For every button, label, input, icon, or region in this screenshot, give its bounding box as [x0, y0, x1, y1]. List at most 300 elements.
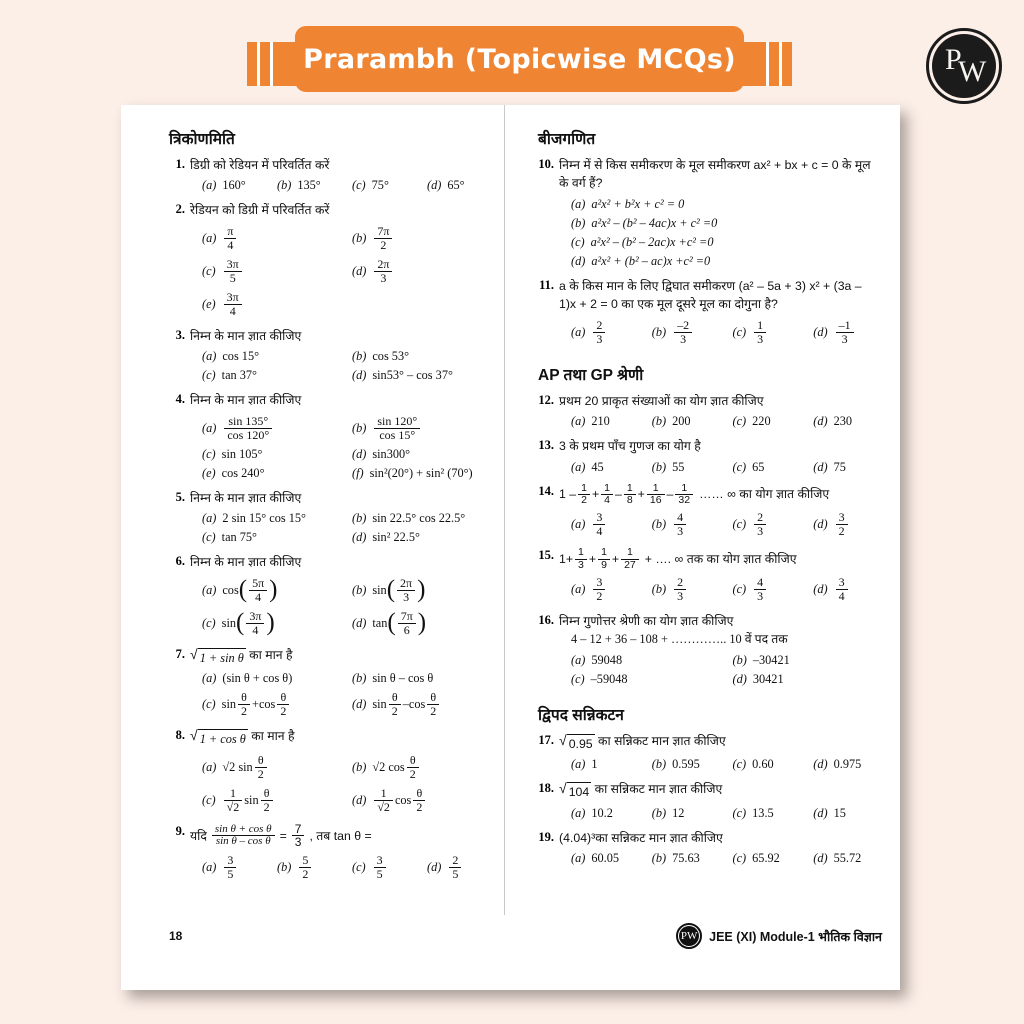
fraction-denominator: 5	[374, 867, 386, 881]
section-heading-binomial: द्विपद सन्निकटन	[538, 706, 624, 724]
question-text: a के किस मान के लिए द्विघात समीकरण (a² – 5a + 3) x² + (3a – 1)x + 2 = 0 का एक मूल दूसरे मूल का दोगुना है?	[559, 278, 862, 312]
option[interactable]	[721, 573, 802, 606]
fraction-numerator: θ	[257, 752, 264, 767]
option[interactable]	[415, 176, 490, 195]
trig-function: cos	[222, 582, 239, 597]
option[interactable]	[559, 804, 640, 823]
fraction-numerator: 1	[380, 785, 387, 800]
question-text	[559, 780, 882, 801]
option-label: (b)	[352, 230, 367, 245]
question-item	[169, 327, 490, 385]
option-label: (c)	[732, 757, 747, 772]
fraction-denominator: 2	[836, 524, 848, 538]
option[interactable]	[190, 509, 340, 528]
fraction-numerator: 3π	[249, 608, 262, 623]
fraction-numerator: 3π	[226, 289, 239, 304]
fraction-denominator: 3	[674, 524, 686, 538]
option-label: (a)	[202, 178, 217, 193]
question-item	[169, 156, 490, 195]
option-label: (c)	[732, 324, 747, 339]
option-label: (b)	[277, 860, 292, 875]
radicand: 104	[567, 782, 592, 801]
option[interactable]	[415, 851, 490, 884]
sqrt-expression	[559, 733, 595, 753]
option-group	[190, 222, 490, 321]
paren-close: )	[417, 609, 427, 637]
option-value: 0.595	[672, 757, 700, 772]
option-label: (a)	[202, 860, 217, 875]
fraction-denominator: 2	[593, 589, 605, 603]
page-footer	[121, 915, 900, 990]
fraction-numerator: 1	[627, 546, 633, 559]
option-label: (c)	[571, 234, 585, 249]
option[interactable]	[801, 412, 882, 431]
option[interactable]	[340, 688, 490, 721]
option[interactable]	[559, 195, 882, 214]
question-text-suffix: , तब tan θ =	[309, 828, 372, 843]
option[interactable]	[340, 412, 490, 445]
option-label: (d)	[427, 178, 442, 193]
option-label: (d)	[813, 581, 828, 596]
option-group	[559, 412, 882, 431]
option[interactable]	[640, 458, 721, 477]
paren-open: (	[238, 576, 248, 604]
fraction-denominator: 4	[224, 238, 236, 252]
fraction-denominator: 2	[261, 800, 273, 814]
question-item	[169, 727, 490, 816]
radical-sign: √	[559, 731, 567, 748]
fraction-numerator: 3	[596, 510, 603, 525]
fraction-denominator: 3	[754, 332, 766, 346]
option-label: (d)	[352, 263, 367, 278]
section-heading-algebra: बीजगणित	[538, 131, 596, 148]
fraction-denominator: 3	[397, 590, 415, 604]
option[interactable]	[190, 669, 340, 688]
option-label: (d)	[571, 253, 586, 268]
option[interactable]	[559, 755, 640, 774]
trig-function: sin	[221, 615, 237, 630]
question-item	[169, 553, 490, 639]
option[interactable]	[190, 288, 340, 321]
question-number: 5.	[175, 489, 185, 504]
trig-function: cos	[388, 759, 405, 774]
option-label: (a)	[202, 420, 217, 435]
fraction-numerator: 2	[757, 510, 764, 525]
option[interactable]	[559, 849, 640, 868]
fraction-numerator: 1	[578, 546, 584, 559]
option-label: (a)	[571, 324, 586, 339]
option[interactable]	[340, 851, 415, 884]
operator: –	[614, 487, 622, 502]
option[interactable]	[340, 464, 490, 483]
option-group	[559, 849, 882, 868]
option[interactable]	[640, 849, 721, 868]
fraction-denominator: 3	[374, 271, 392, 285]
option[interactable]	[340, 574, 490, 607]
option-group	[559, 458, 882, 477]
operator: –	[565, 487, 577, 502]
option-label: (b)	[352, 420, 367, 435]
option-label: (a)	[202, 582, 217, 597]
option[interactable]	[340, 784, 490, 817]
question-text-suffix: का सन्निकट मान ज्ञात कीजिए	[594, 782, 723, 797]
option-value: a²x² + b²x + c² = 0	[591, 196, 685, 211]
left-column	[121, 105, 504, 915]
option[interactable]	[190, 751, 340, 784]
option-group	[190, 176, 490, 195]
option[interactable]	[721, 508, 802, 541]
fraction-denominator: 5	[449, 867, 461, 881]
two-column-layout	[121, 105, 900, 915]
question-text: रेडियन को डिग्री में परिवर्तित करें	[190, 203, 330, 218]
option[interactable]	[801, 804, 882, 823]
question-number: 1.	[175, 157, 185, 171]
fraction-numerator: 2π	[377, 256, 390, 271]
paren-close: )	[266, 609, 275, 637]
option-value: 0.975	[833, 757, 862, 772]
paren-open: (	[387, 609, 396, 637]
trig-function: sin	[244, 792, 259, 807]
sqrt-expression	[190, 647, 246, 667]
option[interactable]	[340, 255, 490, 288]
option-label: (b)	[651, 757, 667, 772]
option[interactable]	[190, 366, 340, 385]
fraction-numerator: 1	[681, 481, 688, 494]
option-label: (a)	[571, 517, 586, 532]
fraction-numerator: θ	[263, 785, 270, 800]
question-item	[538, 732, 882, 774]
option-value: 220	[752, 414, 771, 429]
option-value: 59048	[591, 652, 623, 667]
trig-function: sin	[221, 697, 237, 712]
option[interactable]	[559, 233, 882, 252]
question-number: 10.	[538, 157, 554, 171]
fraction-numerator: 1	[229, 785, 236, 800]
fraction-numerator: 7	[294, 821, 302, 836]
ribbon-stripe	[260, 42, 270, 86]
option[interactable]	[559, 214, 882, 233]
fraction-denominator: 27	[621, 559, 639, 571]
option[interactable]	[559, 573, 640, 606]
option[interactable]	[640, 573, 721, 606]
option-label: (b)	[651, 851, 667, 866]
ribbon-body	[295, 26, 744, 92]
operator: +	[591, 487, 600, 502]
option[interactable]	[190, 347, 340, 366]
option[interactable]	[721, 804, 802, 823]
question-item	[169, 646, 490, 721]
option-label: (d)	[813, 851, 828, 866]
option-value: tan 75°	[221, 530, 257, 545]
option-label: (c)	[202, 263, 216, 278]
sqrt-expression	[559, 781, 591, 801]
option[interactable]	[801, 755, 882, 774]
fraction-denominator: 3	[593, 332, 605, 346]
option[interactable]	[640, 755, 721, 774]
option[interactable]	[721, 458, 802, 477]
option[interactable]	[265, 176, 340, 195]
fraction-numerator: θ	[280, 690, 287, 705]
ribbon-graphic	[247, 26, 792, 92]
option[interactable]	[340, 366, 490, 385]
option[interactable]	[640, 412, 721, 431]
option[interactable]	[801, 458, 882, 477]
fraction-numerator: 1	[626, 481, 633, 494]
question-text: प्रथम 20 प्राकृत संख्याओं का योग ज्ञात कीजिए	[559, 393, 764, 408]
option-value: sin θ – cos θ	[372, 671, 434, 686]
fraction-numerator: 7π	[377, 223, 390, 238]
question-number: 3.	[175, 327, 185, 342]
option[interactable]	[340, 528, 490, 547]
fraction-numerator: 1	[601, 546, 607, 559]
option-group	[559, 316, 882, 349]
option-group	[190, 851, 490, 884]
option-label: (d)	[427, 860, 442, 875]
operator: +	[252, 697, 259, 712]
page-number: 18	[169, 929, 183, 943]
fraction-numerator: 3	[227, 853, 234, 868]
option[interactable]	[721, 651, 883, 670]
option[interactable]	[190, 528, 340, 547]
option-label: (c)	[732, 805, 747, 820]
option-group	[559, 573, 882, 606]
option-label: (d)	[813, 459, 828, 474]
radical-sign: √	[559, 780, 567, 797]
option-group	[559, 508, 882, 541]
option[interactable]	[721, 755, 802, 774]
question-number: 17.	[538, 732, 554, 747]
option[interactable]	[801, 508, 882, 541]
option-value: sin²(20°) + sin² (70°)	[369, 465, 473, 480]
option-value: 65°	[447, 178, 465, 193]
option-group	[190, 574, 490, 640]
option[interactable]	[640, 508, 721, 541]
option-label: (d)	[813, 517, 828, 532]
series-term: 1	[559, 551, 566, 566]
ribbon-stripe	[769, 42, 779, 86]
option[interactable]	[190, 851, 265, 884]
option-value: 55.72	[833, 851, 862, 866]
option[interactable]	[190, 176, 265, 195]
option[interactable]	[721, 849, 802, 868]
pw-logo-small-icon	[676, 923, 702, 949]
option[interactable]	[190, 464, 340, 483]
footer-brand	[676, 923, 882, 949]
option-value: 75	[833, 459, 846, 474]
fraction-denominator: 4	[593, 524, 605, 538]
question-item	[538, 392, 882, 431]
fraction-denominator: 3	[836, 332, 854, 346]
option[interactable]	[340, 751, 490, 784]
option-value: a²x² – (b² – 2ac)x +c² =0	[590, 234, 714, 249]
fraction-numerator: 5π	[252, 575, 265, 590]
option[interactable]	[801, 573, 882, 606]
fraction-denominator: 5	[224, 271, 242, 285]
fraction-denominator: 32	[675, 494, 693, 506]
trig-function: cos	[408, 697, 426, 712]
option-label: (b)	[732, 652, 747, 667]
option-label: (a)	[202, 759, 217, 774]
option-label: (a)	[571, 805, 586, 820]
option-value: 75°	[371, 178, 389, 193]
question-text: निम्न गुणोत्तर श्रेणी का योग ज्ञात कीजिए	[559, 613, 734, 628]
option[interactable]	[190, 688, 340, 721]
series-term: 1	[559, 487, 566, 502]
option[interactable]	[340, 222, 490, 255]
option[interactable]	[190, 784, 340, 817]
option-group	[190, 347, 490, 385]
fraction-numerator: sin 135°	[228, 413, 269, 428]
question-text-suffix: + …. ∞ तक का योग ज्ञात कीजिए	[644, 551, 797, 566]
question-item	[538, 612, 882, 689]
option-label: (d)	[352, 697, 367, 712]
option[interactable]	[340, 176, 415, 195]
option-label: (c)	[732, 851, 747, 866]
fraction-denominator: 3	[754, 524, 766, 538]
option-label: (b)	[651, 517, 667, 532]
option[interactable]	[340, 509, 490, 528]
fraction-numerator: 3π	[226, 256, 239, 271]
banner-title: Prarambh (Topicwise MCQs)	[303, 43, 736, 75]
option-value: 210	[591, 414, 610, 429]
option-label: (c)	[202, 368, 216, 383]
option[interactable]	[340, 607, 490, 640]
fraction-denominator: 2	[578, 494, 590, 506]
fraction-numerator: 1	[652, 481, 659, 494]
option-label: (a)	[202, 671, 217, 686]
option-label: (b)	[571, 215, 586, 230]
question-number: 18.	[538, 781, 554, 796]
question-text: निम्न में से किस समीकरण के मूल समीकरण ax² + bx + c = 0 के मूल के वर्ग हैं?	[559, 158, 871, 191]
option-label: (c)	[202, 697, 216, 712]
option-label: (a)	[202, 511, 217, 526]
option-value: tan 37°	[221, 368, 257, 383]
option[interactable]	[559, 458, 640, 477]
option[interactable]	[190, 607, 340, 640]
option-group	[559, 755, 882, 774]
trig-function: cos	[258, 697, 276, 712]
option-value: 0.60	[752, 757, 774, 772]
fraction-denominator: 3	[575, 559, 587, 571]
fraction-denominator: √2	[374, 800, 393, 814]
trig-function: tan	[372, 615, 388, 630]
option-label: (f)	[352, 465, 364, 480]
fraction-numerator: 3	[838, 574, 845, 589]
option-group	[559, 651, 882, 689]
option[interactable]	[340, 347, 490, 366]
question-text-suffix: का सन्निकट मान ज्ञात कीजिए	[598, 733, 726, 748]
option[interactable]	[801, 316, 882, 349]
fraction-denominator: 4	[601, 494, 613, 506]
logo-disc	[932, 34, 996, 98]
fraction-numerator: θ	[391, 690, 398, 705]
option-label: (d)	[813, 805, 828, 820]
fraction-denominator: √2	[224, 800, 243, 814]
option[interactable]	[640, 804, 721, 823]
option[interactable]	[721, 412, 802, 431]
option[interactable]	[190, 255, 340, 288]
question-text	[559, 732, 882, 753]
radical-sign: √	[190, 645, 198, 662]
fraction-numerator: 3	[838, 510, 845, 525]
option-value: (sin θ + cos θ)	[222, 671, 293, 686]
option-label: (b)	[352, 759, 367, 774]
logo-letters	[941, 43, 987, 89]
question-subtext: 4 – 12 + 36 – 108 + ………….. 10 वें पद तक	[571, 632, 788, 647]
option-label: (c)	[352, 860, 366, 875]
option-label: (a)	[571, 459, 586, 474]
option[interactable]	[340, 445, 490, 464]
option[interactable]	[559, 252, 882, 271]
option[interactable]	[559, 670, 721, 689]
option-value: 230	[833, 414, 853, 429]
fraction-denominator: 4	[224, 304, 242, 318]
question-text-suffix: का मान है	[251, 729, 295, 744]
option-value: 65.92	[752, 851, 780, 866]
option[interactable]	[559, 651, 721, 670]
question-text-suffix: का मान है	[249, 647, 293, 662]
option[interactable]	[190, 412, 340, 445]
option[interactable]	[721, 670, 883, 689]
fraction-denominator: 2	[277, 704, 289, 718]
option-value: sin 22.5° cos 22.5°	[372, 511, 466, 526]
fraction-denominator: 2	[238, 704, 250, 718]
fraction-denominator: 2	[255, 767, 267, 781]
logo-disc: PW	[679, 926, 699, 946]
option-label: (d)	[813, 757, 828, 772]
option[interactable]	[340, 669, 490, 688]
question-text: 3 के प्रथम पाँच गुणज का योग है	[559, 439, 701, 454]
question-item	[169, 489, 490, 547]
option[interactable]	[190, 222, 340, 255]
option[interactable]	[559, 316, 640, 349]
sqrt-expression	[190, 728, 248, 748]
ribbon-stripe	[782, 42, 792, 86]
option-value: a²x² – (b² – 4ac)x + c² =0	[591, 215, 718, 230]
fraction-denominator: 2	[389, 704, 401, 718]
option[interactable]	[801, 849, 882, 868]
question-number: 6.	[175, 554, 185, 569]
fraction-denominator: cos 15°	[374, 428, 420, 442]
option-label: (b)	[651, 414, 667, 429]
option-label: (d)	[813, 324, 828, 339]
option[interactable]	[721, 316, 802, 349]
trig-function: sin	[238, 759, 253, 774]
option[interactable]	[559, 412, 640, 431]
option[interactable]	[190, 574, 340, 607]
option-value: 135°	[297, 178, 321, 193]
option-label: (a)	[571, 414, 586, 429]
option[interactable]	[559, 508, 640, 541]
option[interactable]	[190, 445, 340, 464]
question-text	[559, 547, 882, 571]
option[interactable]	[640, 316, 721, 349]
option-value: 13.5	[752, 805, 774, 820]
question-text	[190, 646, 490, 667]
coefficient: √2	[222, 759, 236, 774]
option-label: (d)	[352, 615, 367, 630]
fraction-numerator: 1	[581, 481, 587, 494]
question-number: 9.	[175, 823, 185, 838]
option[interactable]	[265, 851, 340, 884]
fraction-denominator: 2	[299, 867, 311, 881]
option-value: 30421	[752, 671, 784, 686]
fraction-numerator: θ	[430, 690, 437, 705]
ribbon-stripe	[247, 42, 257, 86]
radicand: 1 + sin θ	[198, 648, 246, 667]
question-text	[190, 823, 490, 850]
question-number: 12.	[538, 392, 554, 407]
